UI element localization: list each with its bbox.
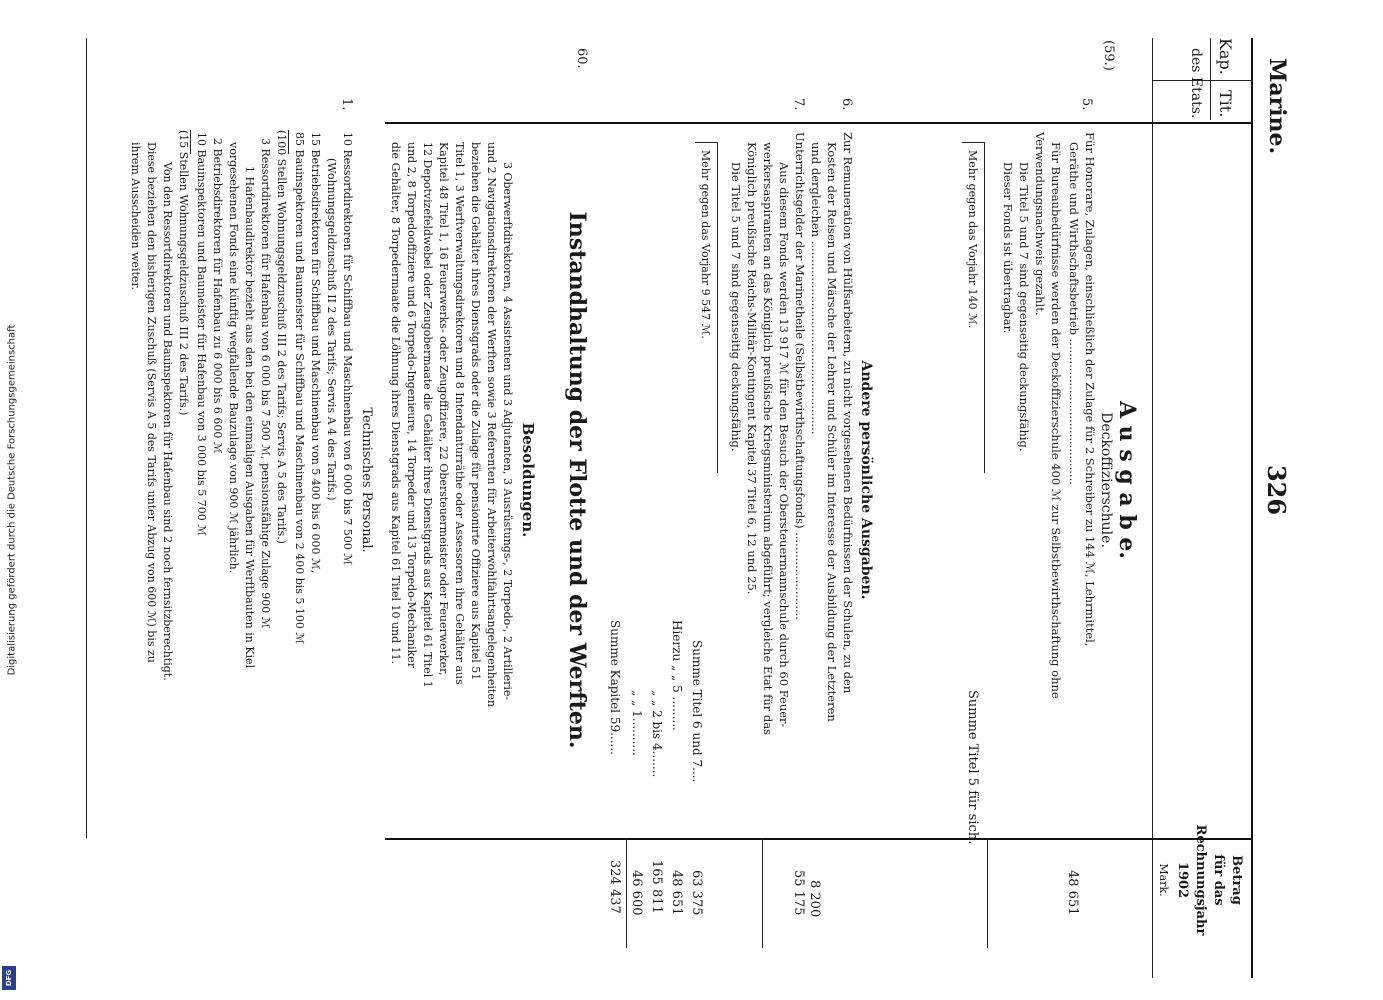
remuneration-line-2: Kosten der Reisen und Märsche der Lehrer und Schüler im Interesse der Ausbildung der Letzteren — [825, 142, 839, 722]
tit-1-marker: 1. — [339, 98, 354, 111]
section-heading-besoldungen: Besoldungen. — [519, 422, 537, 538]
des-etats-header: des Etats. — [1188, 48, 1204, 119]
betrag-line-1: Betrag — [1229, 855, 1244, 905]
summe-line-5: Summe Kapitel 59...... — [608, 620, 622, 755]
technisches-line-6: 3 Ressortdirektoren für Hafenbau von 6 000 bis 7 500 ℳ, pensionsfähige Zulage 900 ℳ — [259, 138, 272, 629]
technisches-line-10: 10 Bauinspektoren und Baumeister für Hafenbau von 3 000 bis 5 700 ℳ — [195, 132, 208, 537]
summe-titel-5: Summe Titel 5 für sich. — [965, 690, 980, 845]
kap-59-marker: (59.) — [1101, 40, 1116, 71]
dfg-logo — [2, 966, 16, 990]
amount-sum-1: 63 375 — [689, 870, 704, 916]
text-col-rule — [385, 122, 1253, 124]
honorare-line-1: Für Honorare, Zulagen, einschließlich der Zulage für 2 Schreiber zu 144 ℳ, Lehrmittel, — [1083, 132, 1097, 647]
remuneration-line-1: Zur Remuneration von Hülfsarbeitern, zu nicht vorgesehenen Bedürfnissen der Schulen, zu den — [841, 132, 855, 694]
honorare-line-6: Dieser Fonds ist übertragbar. — [1001, 162, 1015, 334]
mehr-gegen-vorjahr-140: Mehr gegen das Vorjahr 140 ℳ. — [966, 150, 979, 329]
technisches-line-4: 85 Bauinspektoren und Baumeister für Schiffbau und Maschinenbau von 2 400 bis 5 100 ℳ — [293, 132, 306, 645]
honorare-line-3: Für Bureaubedürfnisse werden der Deckoffizierschule 400 ℳ zur Selbstbewirthschaftung ohne — [1049, 142, 1063, 699]
amount-sum-4: 46 600 — [629, 870, 644, 916]
summe-line-4: „ „ 1.......... — [630, 690, 644, 756]
technisches-line-5: (100 Stellen Wohnungsgeldzuschuß III 2 des Tarifs; Servis A 5 des Tarifs.) — [275, 130, 288, 544]
technisches-line-8: vorgesehenen Fonds eine künftig wegfallende Bauzulage von 900 ℳ jährlich. — [227, 142, 240, 574]
kapitel-60-title: Instandhaltung der Flotte und der Werften. — [564, 211, 590, 749]
digitization-credit: Digitalisierung gefördert durch die Deutsche Forschungsgemeinschaft — [6, 324, 18, 676]
summen-top-rule — [762, 838, 763, 948]
section-heading-technisches-personal: Technisches Personal. — [359, 407, 374, 553]
honorare-line-2: Geräthe und Wirthschaftsbetrieb ........................................ — [1067, 142, 1081, 485]
besoldungen-line-1: 3 Oberwerftdirektoren, 4 Assistenten und 3 Adjutanten, 3 Ausrüstungs-, 2 Torpedo-, 2 Artillerie- — [501, 162, 514, 701]
besoldungen-line-2: und 2 Navigationsdirektoren der Werften sowie 3 Referenten für Arbeiterwohlfahrtsangelegenheiten — [485, 142, 498, 707]
amount-col-rule — [385, 838, 1253, 840]
unterrichtsgelder-line-4: Königlich preußische Reichs-Militär-Kontingent Kapitel 37 Titel 6, 12 und 25. — [745, 142, 759, 595]
stellen-15-rule — [190, 130, 191, 154]
besoldungen-line-7: und 2, 8 Torpedooffiziere und 6 Torpedo-Ingenieure, 14 Torpeder und 13 Torpedo-Mechaniker — [405, 142, 418, 669]
technisches-line-7: 1 Hafenbaudirektor bezieht aus den bei den einmaligen Ausgaben für Werftbauten in Kiel — [243, 166, 256, 669]
besoldungen-line-4: Titel 1, 3 Werftverwaltungsdirektoren und 8 Intendanturräthe oder Assessoren ihre Gehälter aus — [453, 142, 466, 685]
summe-line-1: Summe Titel 6 und 7.... — [690, 640, 704, 783]
technisches-line-11: (15 Stellen Wohnungsgeldzuschuß III 2 des Tarifs.) — [177, 130, 190, 416]
kap-60-marker: 60. — [574, 48, 589, 69]
marine-label: Marine. — [1264, 58, 1290, 155]
page-title: A u s g a b e. — [1114, 400, 1140, 560]
stellen-100-rule — [288, 130, 289, 154]
amount-titel-6: 8 200 — [807, 880, 822, 918]
technisches-line-9: 2 Betriebsdirektoren für Hafenbau zu 6 000 bis 6 600 ℳ — [211, 138, 224, 454]
amount-titel-7: 55 175 — [791, 870, 806, 916]
summe-kapitel-rule — [626, 838, 627, 948]
technisches-line-3: 15 Betriebsdirektoren für Schiffbau und Maschinenbau von 5 400 bis 6 000 ℳ, — [309, 132, 322, 574]
technisches-line-14: ihrem Ausscheiden weiter. — [129, 142, 142, 290]
unit-label: Mark. — [1157, 863, 1170, 897]
besoldungen-line-5: Kapitel 48 Titel 1, 16 Feuerwerks- oder Zeugoffiziere, 22 Obersteuermeister oder Feuerwerker, — [437, 142, 450, 676]
honorare-line-5: Die Titel 5 und 7 sind gegenseitig deckungsfähig. — [1017, 162, 1031, 452]
kap-subrule — [1210, 38, 1211, 120]
kap-header: Kap. — [1216, 38, 1235, 75]
summe-line-3: „ „ 2 bis 4....... — [650, 690, 664, 778]
page-bottom-rule — [86, 38, 87, 838]
betrag-line-3: Rechnungsjahr — [1193, 824, 1208, 936]
amount-sum-2: 48 651 — [669, 870, 684, 916]
unterrichtsgelder-line-5: Die Titel 5 und 7 sind gegenseitig deckungsfähig. — [729, 162, 743, 452]
remuneration-line-3: und dergleichen ..................................................... — [809, 142, 823, 435]
header-bottom-rule — [1152, 38, 1153, 978]
besoldungen-line-8: die Gehälter, 8 Torpedermaate die Löhnung ihres Dienstgrads aus Kapitel 61 Titel 10 und 11. — [389, 142, 402, 665]
technisches-line-12: Von den Ressortdirektoren und Bauinspektoren für Hafenbau sind 2 noch fernsitzberechtigt. — [161, 162, 174, 681]
tit-5-marker: 5. — [1079, 98, 1094, 111]
besoldungen-line-3: beziehen die Gehälter ihres Dienstgrads oder die Zulage für pensionirte Offiziere aus Kapitel 51 — [469, 142, 482, 681]
unterrichtsgelder-line-1: Unterrichtsgelder der Marinetheile (Selbstbewirthschaftungsfonds) ........................ — [793, 132, 807, 620]
top-rule — [1251, 38, 1253, 978]
unterrichtsgelder-line-2: Aus diesem Fonds werden 13 917 ℳ für den Besuch der Obersteuermannschule durch 60 Feuer- — [777, 162, 791, 728]
technisches-line-2: (Wohnungsgeldzuschuß II 2 des Tarifs; Servis A 4 des Tarifs.) — [325, 158, 338, 501]
mehr-gegen-vorjahr-9547: Mehr gegen das Vorjahr 9 547 ℳ. — [699, 150, 712, 339]
dfg-logo-text: DFG — [5, 969, 13, 987]
tit-6-marker: 6. — [839, 98, 854, 111]
summe-5-rule — [987, 838, 988, 948]
digitization-sidebar — [0, 0, 24, 1000]
kap-col-rule — [1153, 80, 1253, 81]
summe-line-2: Hierzu „ „ 5 ......... — [670, 620, 684, 731]
section-heading-andere-ausgaben: Andere persönliche Ausgaben. — [858, 360, 874, 600]
betrag-line-2: für das — [1211, 854, 1226, 906]
tit-header: Tit. — [1216, 90, 1235, 118]
unterrichtsgelder-line-3: werkersaspiranten an das Königlich preußische Kriegsministerium abgeführt; vergleiche Etat für das — [761, 142, 775, 736]
besoldungen-line-6: 12 Depotvizefeldwebel oder Zeugobermaate die Gehälter ihres Dienstgrads aus Kapitel 61 Titel 1 — [421, 142, 434, 688]
honorare-line-4: Verwendungsnachweis gezahlt. — [1033, 132, 1047, 316]
technisches-line-1: 10 Ressortdirektoren für Schiffbau und Maschinenbau von 6 000 bis 7 500 ℳ — [341, 132, 354, 566]
tit-7-marker: 7. — [791, 98, 806, 111]
betrag-line-4: 1902 — [1175, 861, 1190, 899]
section-heading-deckoffizierschule: Deckoffizierschule. — [1098, 412, 1114, 548]
amount-sum-3: 165 811 — [649, 860, 664, 914]
amount-sum-5: 324 437 — [607, 860, 622, 914]
amount-titel-5: 48 651 — [1065, 870, 1080, 916]
technisches-line-13: Diese beziehen den bisherigen Zuschuß (Servis A 5 des Tarifs unter Abzug von 600 ℳ) bis zu — [145, 142, 158, 663]
page-number: 326 — [1262, 464, 1291, 516]
